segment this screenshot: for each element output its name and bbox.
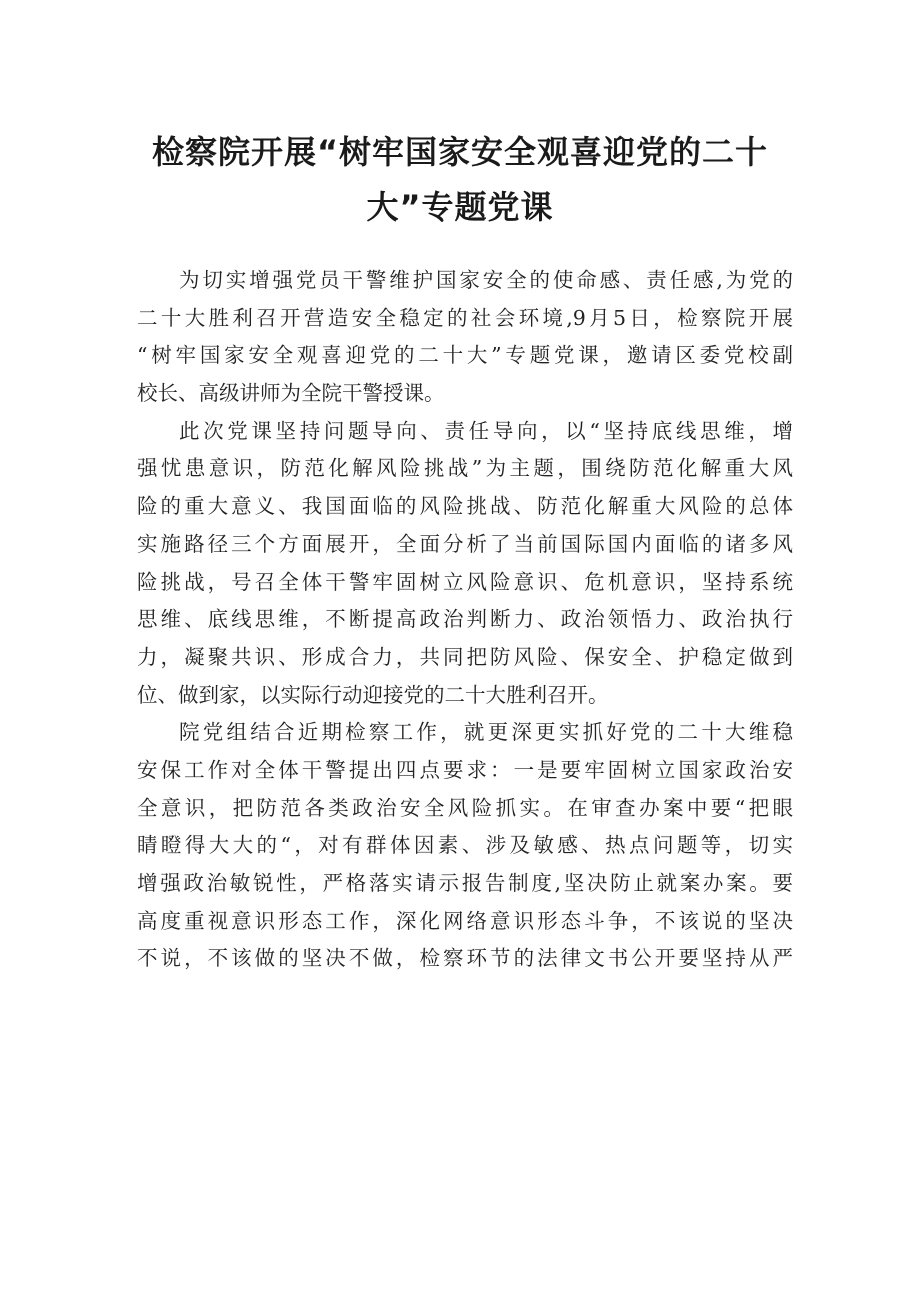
paragraph-line: 院党组结合近期检察工作，就更深更实抓好党的二十大维稳 xyxy=(179,720,793,745)
paragraph-line: 不说，不该做的坚决不做，检察环节的法律文书公开要坚持从严 xyxy=(137,946,793,971)
paragraph-line: 实施路径三个方面展开，全面分析了当前国际国内面临的诸多风 xyxy=(137,531,793,556)
paragraph-line: 险挑战，号召全体干警牢固树立风险意识、危机意识，坚持系统 xyxy=(137,569,793,594)
paragraph-line: 高度重视意识形态工作，深化网络意识形态斗争，不该说的坚决 xyxy=(137,908,793,933)
paragraph-line: 增强政治敏锐性，严格落实请示报告制度,坚决防止就案办案。要 xyxy=(137,871,793,895)
document-title-line-1: 检察院开展“树牢国家安全观喜迎党的二十 xyxy=(151,133,769,171)
paragraph-line: 此次党课坚持问题导向、责任导向，以“坚持底线思维，增 xyxy=(179,418,793,443)
paragraph-line: 力，凝聚共识、形成合力，共同把防风险、保安全、护稳定做到 xyxy=(137,644,793,669)
paragraph-line: “树牢国家安全观喜迎党的二十大”专题党课，邀请区委党校副 xyxy=(137,343,793,368)
document-body xyxy=(137,262,793,978)
paragraph-line: 二十大胜利召开营造安全稳定的社会环境,9月5日，检察院开展 xyxy=(137,305,793,330)
paragraph-line: 位、做到家，以实际行动迎接党的二十大胜利召开。 xyxy=(137,682,609,707)
paragraph-line: 为切实增强党员干警维护国家安全的使命感、责任感,为党的 xyxy=(179,268,793,292)
paragraph-line: 安保工作对全体干警提出四点要求：一是要牢固树立国家政治安 xyxy=(137,757,793,782)
paragraph-line: 睛瞪得大大的“，对有群体因素、涉及敏感、热点问题等，切实 xyxy=(137,833,793,858)
paragraph-line: 思维、底线思维，不断提高政治判断力、政治领悟力、政治执行 xyxy=(137,607,793,632)
paragraph-line: 强忧患意识，防范化解风险挑战”为主题，围绕防范化解重大风 xyxy=(137,456,793,481)
paragraph-line: 校长、高级讲师为全院干警授课。 xyxy=(137,381,445,406)
document-title-line-2: 大”专题党课 xyxy=(366,188,554,226)
paragraph-line: 全意识，把防范各类政治安全风险抓实。在审查办案中要“把眼 xyxy=(137,795,793,820)
paragraph-line: 险的重大意义、我国面临的风险挑战、防范化解重大风险的总体 xyxy=(137,494,793,519)
